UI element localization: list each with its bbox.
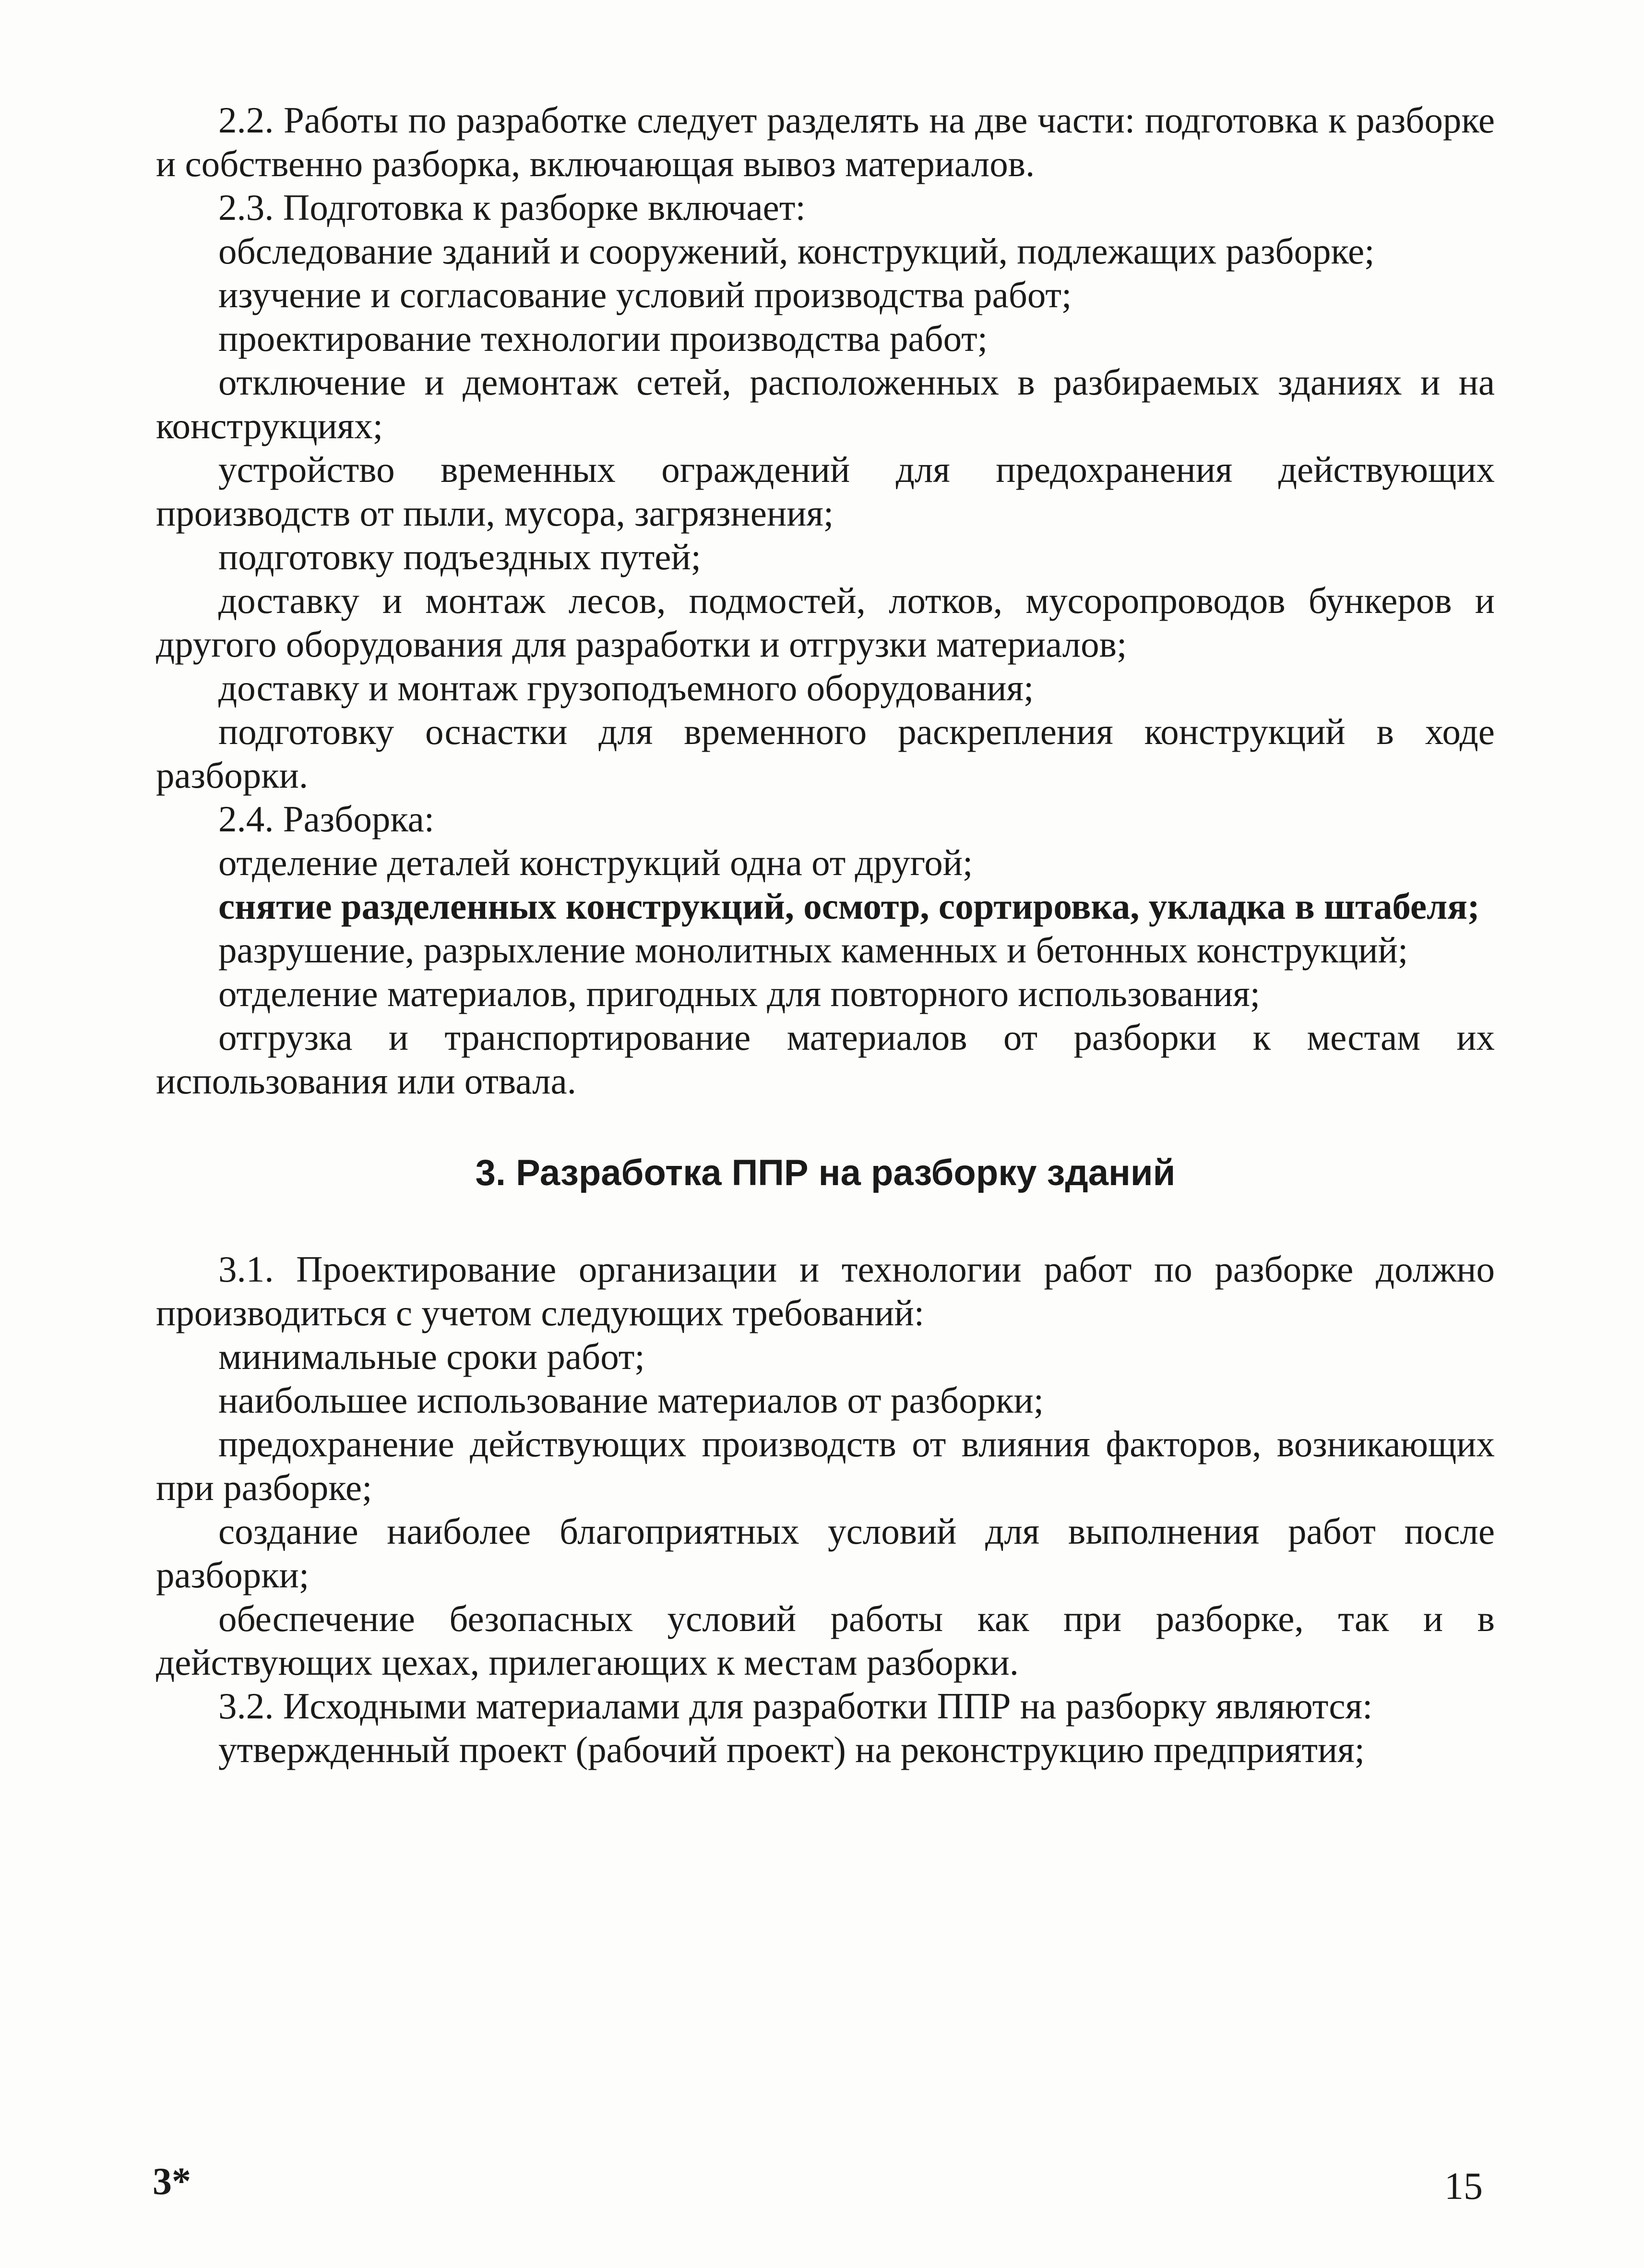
list-item: отделение деталей конструкций одна от другой;	[218, 842, 973, 883]
list-item: отгрузка и транспортирование материалов от разборки к местам их использования или отвала.	[156, 1017, 1495, 1102]
list-item: предохранение действующих производств от влияния факторов, возникающих при разборке;	[156, 1423, 1495, 1508]
list-item: изучение и согласование условий производства работ;	[218, 274, 1072, 315]
list-item: доставку и монтаж лесов, подмостей, лотков, мусоропроводов бункеров и другого оборудования для разработки и отгрузки материалов;	[156, 580, 1495, 665]
list-item: утвержденный проект (рабочий проект) на реконструкцию предприятия;	[218, 1729, 1365, 1770]
list-item: подготовку подъездных путей;	[218, 536, 702, 577]
list-item: разрушение, разрыхление монолитных каменных и бетонных конструкций;	[218, 929, 1408, 971]
paragraph-3-1: 3.1. Проектирование организации и технологии работ по разборке должно производиться с учетом следующих требований:	[156, 1248, 1495, 1333]
list-item: отключение и демонтаж сетей, расположенных в разбираемых зданиях и на конструкциях;	[156, 361, 1495, 446]
list-item: создание наиболее благоприятных условий для выполнения работ после разборки;	[156, 1511, 1495, 1596]
list-item: обеспечение безопасных условий работы как при разборке, так и в действующих цехах, прилегающих к местам разборки.	[156, 1598, 1495, 1683]
paragraph-2-2: 2.2. Работы по разработке следует разделять на две части: подготовка к разборке и собственно разборка, включающая вывоз материалов.	[156, 99, 1495, 184]
list-item: наибольшее использование материалов от разборки;	[218, 1380, 1044, 1421]
list-item: минимальные сроки работ;	[218, 1336, 645, 1377]
list-item: снятие разделенных конструкций, осмотр, сортировка, укладка в штабеля;	[218, 886, 1480, 927]
list-item: обследование зданий и сооружений, конструкций, подлежащих разборке;	[218, 230, 1375, 272]
list-item: устройство временных ограждений для предохранения действующих производств от пыли, мусора, загрязнения;	[156, 449, 1495, 534]
section-heading: 3. Разработка ППР на разборку зданий	[475, 1152, 1176, 1193]
list-item: отделение материалов, пригодных для повторного использования;	[218, 973, 1261, 1014]
paragraph-2-3: 2.3. Подготовка к разборке включает:	[218, 187, 806, 228]
list-item: проектирование технологии производства работ;	[218, 318, 988, 359]
paragraph-2-4: 2.4. Разборка:	[218, 798, 435, 840]
paragraph-3-2: 3.2. Исходными материалами для разработки ППР на разборку являются:	[218, 1685, 1373, 1727]
page-number: 15	[1444, 2165, 1483, 2208]
list-item: доставку и монтаж грузоподъемного оборудования;	[218, 667, 1034, 708]
body-text	[156, 98, 1495, 1772]
list-item: подготовку оснастки для временного раскрепления конструкций в ходе разборки.	[156, 711, 1495, 796]
signature-mark: 3*	[153, 2160, 191, 2203]
